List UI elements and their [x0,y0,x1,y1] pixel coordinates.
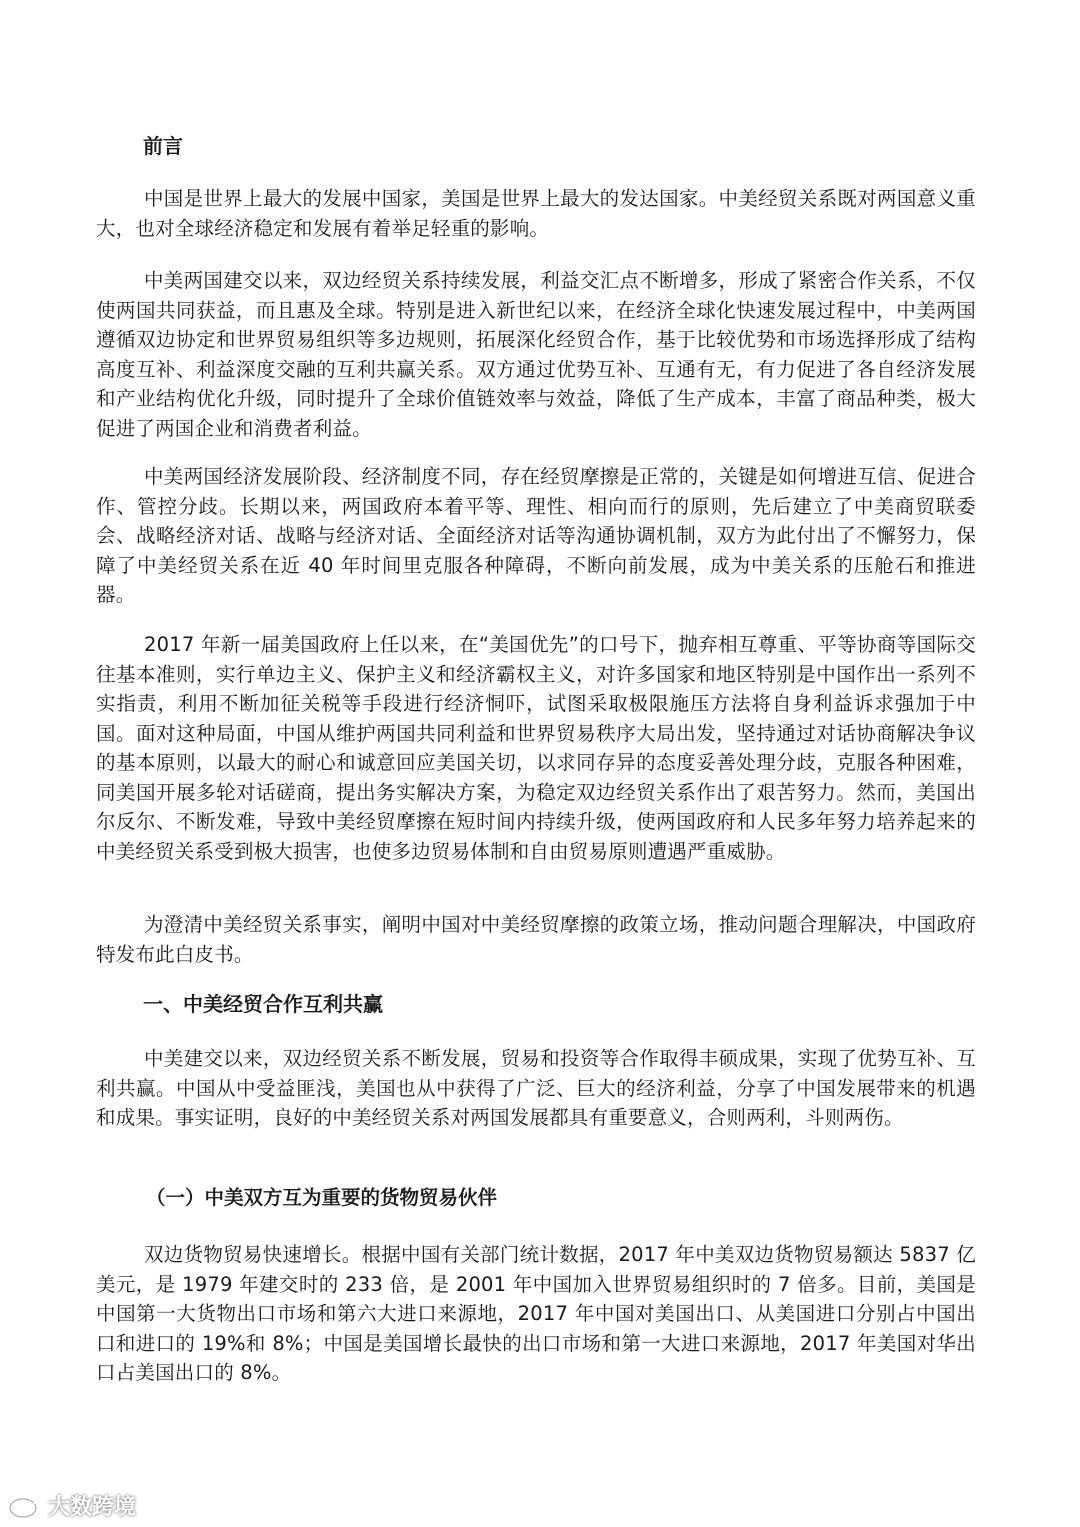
watermark-text: 大数跨境 [48,1494,137,1520]
paragraph-1: 中国是世界上最大的发展中国家，美国是世界上最大的发达国家。中美经贸关系既对两国意义重大，也对全球经济稳定和发展有着举足轻重的影响。 [96,187,976,240]
paragraph-2: 中美两国建交以来，双边经贸关系持续发展，利益交汇点不断增多，形成了紧密合作关系，不仅使两国共同获益，而且惠及全球。特别是进入新世纪以来，在经济全球化快速发展过程中，中美两国遵循双边协定和世界贸易组织等多边规则，拓展深化经贸合作，基于比较优势和市场选择形成了结构高度互补、利益深度交融的互利共赢关系。双方通过优势互补、互通有无，有力促进了各自经济发展和产业结构优化升级，同时提升了全球价值链效率与效益，降低了生产成本，丰富了商品种类，极大促进了两国企业和消费者利益。 [96,269,976,440]
paragraph-3: 中美两国经济发展阶段、经济制度不同，存在经贸摩擦是正常的，关键是如何增进互信、促进合作、管控分歧。长期以来，两国政府本着平等、理性、相向而行的原则，先后建立了中美商贸联委会、战略经济对话、战略与经济对话、全面经济对话等沟通协调机制，双方为此付出了不懈努力，保障了中美经贸关系在近 40 年时间里克服各种障碍，不断向前发展，成为中美关系的压舱石和推进器。 [96,465,976,606]
section-1-paragraph: 中美建交以来，双边经贸关系不断发展，贸易和投资等合作取得丰硕成果，实现了优势互补、互利共赢。中国从中受益匪浅，美国也从中获得了广泛、巨大的经济利益，分享了中国发展带来的机遇和成果。事实证明，良好的中美经贸关系对两国发展都具有重要意义，合则两利，斗则两伤。 [96,1047,976,1129]
section-1-heading: 一、中美经贸合作互利共赢 [143,992,383,1016]
paragraph-5: 为澄清中美经贸关系事实，阐明中国对中美经贸摩擦的政策立场，推动问题合理解决，中国政府特发布此白皮书。 [96,913,976,966]
weibo-logo-icon [8,1491,42,1519]
subsection-1-paragraph: 双边货物贸易快速增长。根据中国有关部门统计数据，2017 年中美双边货物贸易额达 5837 亿美元，是 1979 年建交时的 233 倍，是 2001 年中国加入世界贸易组织时的 7 倍多。目前，美国是中国第一大货物出口市场和第六大进口来源地，2017 年中国对美国出口、从美国进口分别占中国出口和进口的 19%和 8%；中国是美国增长最快的出口市场和第一大进口来源地，2017 年美国对华出口占美国出口的 8%。 [96,1243,976,1384]
paragraph-4: 2017 年新一届美国政府上任以来，在“美国优先”的口号下，抛弃相互尊重、平等协商等国际交往基本准则，实行单边主义、保护主义和经济霸权主义，对许多国家和地区特别是中国作出一系列不实指责，利用不断加征关税等手段进行经济恫吓，试图采取极限施压方法将自身利益诉求强加于中国。面对这种局面，中国从维护两国共同利益和世界贸易秩序大局出发，坚持通过对话协商解决争议的基本原则，以最大的耐心和诚意回应美国关切，以求同存异的态度妥善处理分歧，克服各种困难，同美国开展多轮对话磋商，提出务实解决方案，为稳定双边经贸关系作出了艰苦努力。然而，美国出尔反尔、不断发难，导致中美经贸摩擦在短时间内持续升级，使两国政府和人民多年努力培养起来的中美经贸关系受到极大损害，也使多边贸易体制和自由贸易原则遭遇严重威胁。 [96,633,976,863]
watermark [8,1488,136,1522]
subsection-1-heading: （一）中美双方互为重要的货物贸易伙伴 [146,1186,498,1209]
preface-heading: 前言 [143,134,183,158]
